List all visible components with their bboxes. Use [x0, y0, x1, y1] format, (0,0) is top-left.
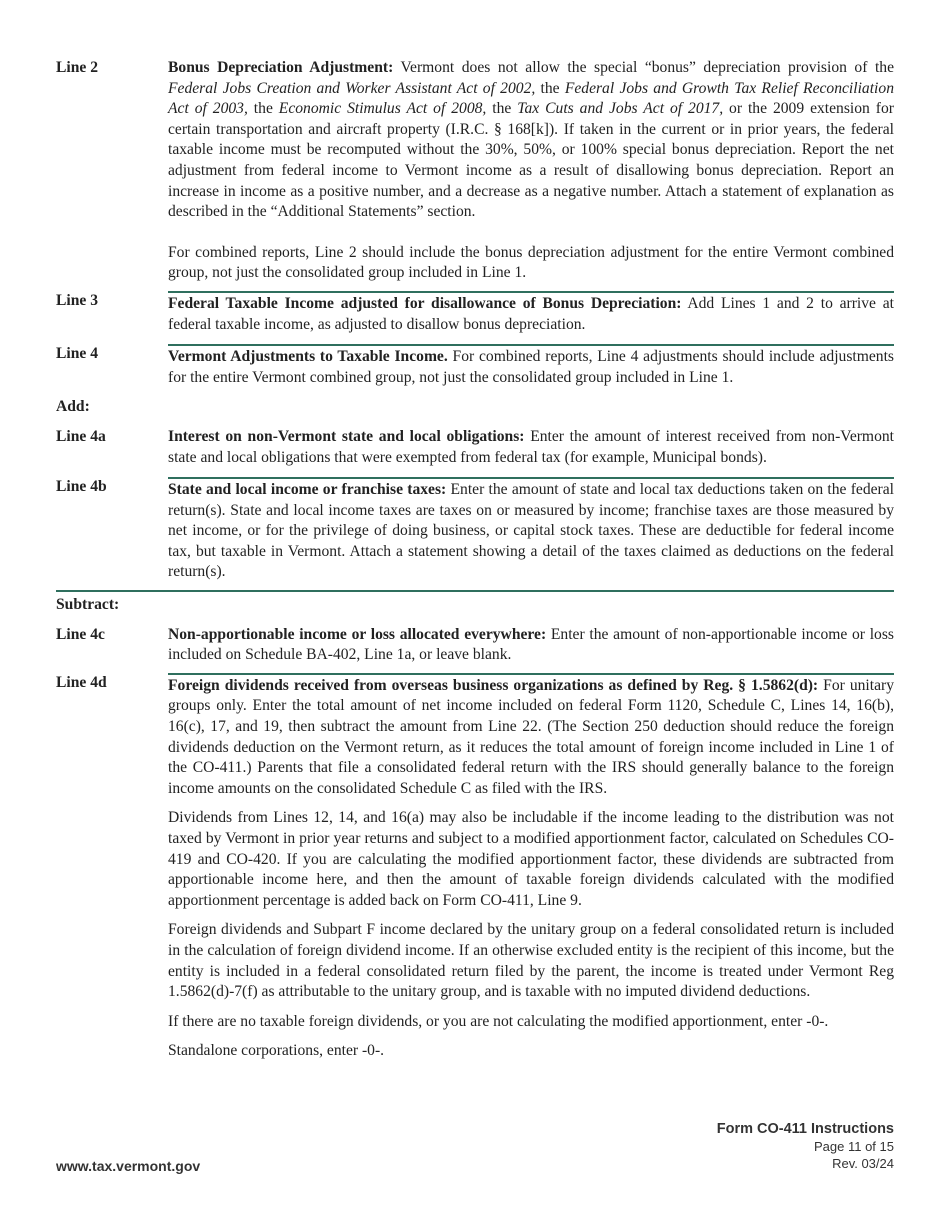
- line-4c-row: [56, 625, 894, 666]
- line-title: Interest on non-Vermont state and local obligations:: [168, 427, 525, 445]
- line-title: Vermont Adjustments to Taxable Income.: [168, 348, 448, 366]
- act-name: Federal Jobs and Growth Tax Relief Reconciliation Act of 2003,: [168, 79, 894, 118]
- act-name: Federal Jobs Creation and Worker Assistant Act of 2002,: [168, 79, 536, 97]
- line-text: the: [486, 100, 518, 118]
- line-text: Enter the amount of state and local tax deductions taken on the federal return(s). State and local income taxes are taxes on or measured by income; franchise taxes are those measured by net income, or for the privilege of doing business, or capital stock taxes. These are deductible for federal income tax, but taxable in Vermont. Attach a statement showing a detail of the taxes claimed as deductions on the federal return(s).: [168, 481, 894, 581]
- line-description: [168, 58, 894, 284]
- form-title: Form CO-411 Instructions: [716, 1121, 894, 1137]
- line-4d-row: [56, 673, 894, 1062]
- line-description: [168, 291, 894, 335]
- subtract-heading: Subtract:: [56, 596, 120, 614]
- line-3-row: [56, 291, 894, 335]
- line-paragraph: Foreign dividends and Subpart F income declared by the unitary group on a federal consolidated return is included in the calculation of foreign dividend income. If an otherwise excluded entity is the recipient of this income, but the entity is included in a federal consolidated return filed by the parent, the income is treated under Vermont Reg 1.5862(d)-7(f) as attributable to the unitary group, and is taxable with no imputed dividend deductions.: [168, 921, 894, 1001]
- line-text: Add Lines 1 and 2 to arrive at federal taxable income, as adjusted to disallow bonus depreciation.: [168, 294, 894, 333]
- line-label: Line 3: [56, 291, 99, 309]
- line-paragraph: If there are no taxable foreign dividends, or you are not calculating the modified apportionment, enter -0-.: [168, 1012, 829, 1030]
- revision-date: Rev. 03/24: [832, 1156, 894, 1171]
- line-description: [168, 625, 894, 666]
- line-text: or the 2009 extension for certain transportation and aircraft property (I.R.C. § 168[k]). If taken in the current or in prior years, the federal taxable income must be recomputed without the 30%, 50%, or 100% special bonus depreciation. Report the net adjustment from federal income to Vermont income as a result of disallowing bonus depreciation. Report an increase in income as a positive number, and a decrease as a negative number. Attach a statement of explanation as described in the “Additional Statements” section.: [168, 100, 894, 221]
- instructions-body: [56, 58, 894, 1062]
- act-name: Tax Cuts and Jobs Act of 2017,: [517, 100, 724, 118]
- line-label: Line 4c: [56, 625, 105, 643]
- subtract-heading-row: [56, 590, 894, 616]
- page-number: Page 11 of 15: [814, 1139, 894, 1154]
- line-label: Line 4a: [56, 427, 106, 445]
- add-heading: Add:: [56, 398, 90, 416]
- website-link[interactable]: www.tax.vermont.gov: [56, 1158, 201, 1174]
- line-4a-row: [56, 427, 894, 468]
- line-text: the: [535, 79, 565, 97]
- line-paragraph: For combined reports, Line 2 should include the bonus depreciation adjustment for the entire Vermont combined group, not just the consolidated group included in Line 1.: [168, 243, 894, 282]
- line-label: Line 4d: [56, 673, 107, 691]
- line-description: [168, 673, 894, 1062]
- line-2-row: [56, 58, 894, 284]
- line-title: Foreign dividends received from overseas business organizations as defined by Reg. § 1.5862(d):: [168, 676, 819, 694]
- line-4-row: [56, 344, 894, 388]
- line-text: For unitary groups only. Enter the total amount of net income included on federal Form 1120, Schedule C, Lines 14, 16(b), 16(c), 17, and 19, then subtract the amount from Line 22. (The Section 250 deduction should reduce the foreign dividends deduction on the Vermont return, as it reduces the total amount of foreign income included in Line 1 of the CO-411.) Parents that file a consolidated federal return with the IRS should generally balance to the foreign income amounts on the consolidated Schedule C as filed with the IRS.: [168, 676, 894, 797]
- add-heading-row: [56, 397, 894, 418]
- line-paragraph: Dividends from Lines 12, 14, and 16(a) may also be includable if the income leading to the distribution was not taxed by Vermont in prior year returns and subject to a modified apportionment factor, calculated on Schedules CO-419 and CO-420. If you are calculating the modified apportionment factor, these dividends are subtracted from apportionable income here, and then the amount of taxable foreign dividends calculated with the modified apportionment percentage is added back on Form CO-411, Line 9.: [168, 809, 894, 909]
- line-title: State and local income or franchise taxes:: [168, 481, 447, 499]
- line-paragraph: Standalone corporations, enter -0-.: [168, 1042, 385, 1060]
- line-label: Line 4b: [56, 478, 107, 496]
- line-text: For combined reports, Line 4 adjustments should include adjustments for the entire Vermont combined group, not just the consolidated group included in Line 1.: [168, 348, 894, 386]
- line-description: [168, 427, 894, 468]
- line-description: [168, 477, 894, 583]
- line-label: Line 2: [56, 59, 99, 76]
- line-text: Enter the amount of non-apportionable income or loss included on Schedule BA-402, Line 1a, or leave blank.: [168, 625, 894, 664]
- line-title: Federal Taxable Income adjusted for disallowance of Bonus Depreciation:: [168, 294, 682, 312]
- line-4b-row: [56, 477, 894, 583]
- line-text: Enter the amount of interest received from non-Vermont state and local obligations that were exempted from federal tax (for example, Municipal bonds).: [168, 427, 894, 466]
- line-description: [168, 344, 894, 388]
- line-title: Non-apportionable income or loss allocated everywhere:: [168, 625, 547, 643]
- act-name: Economic Stimulus Act of 2008,: [278, 100, 487, 118]
- line-label: Line 4: [56, 345, 99, 363]
- line-text: Vermont does not allow the special “bonus” depreciation provision of the: [393, 59, 894, 76]
- page-footer-info: [717, 1121, 894, 1172]
- line-title: Bonus Depreciation Adjustment:: [168, 59, 394, 76]
- line-text: the: [247, 100, 279, 118]
